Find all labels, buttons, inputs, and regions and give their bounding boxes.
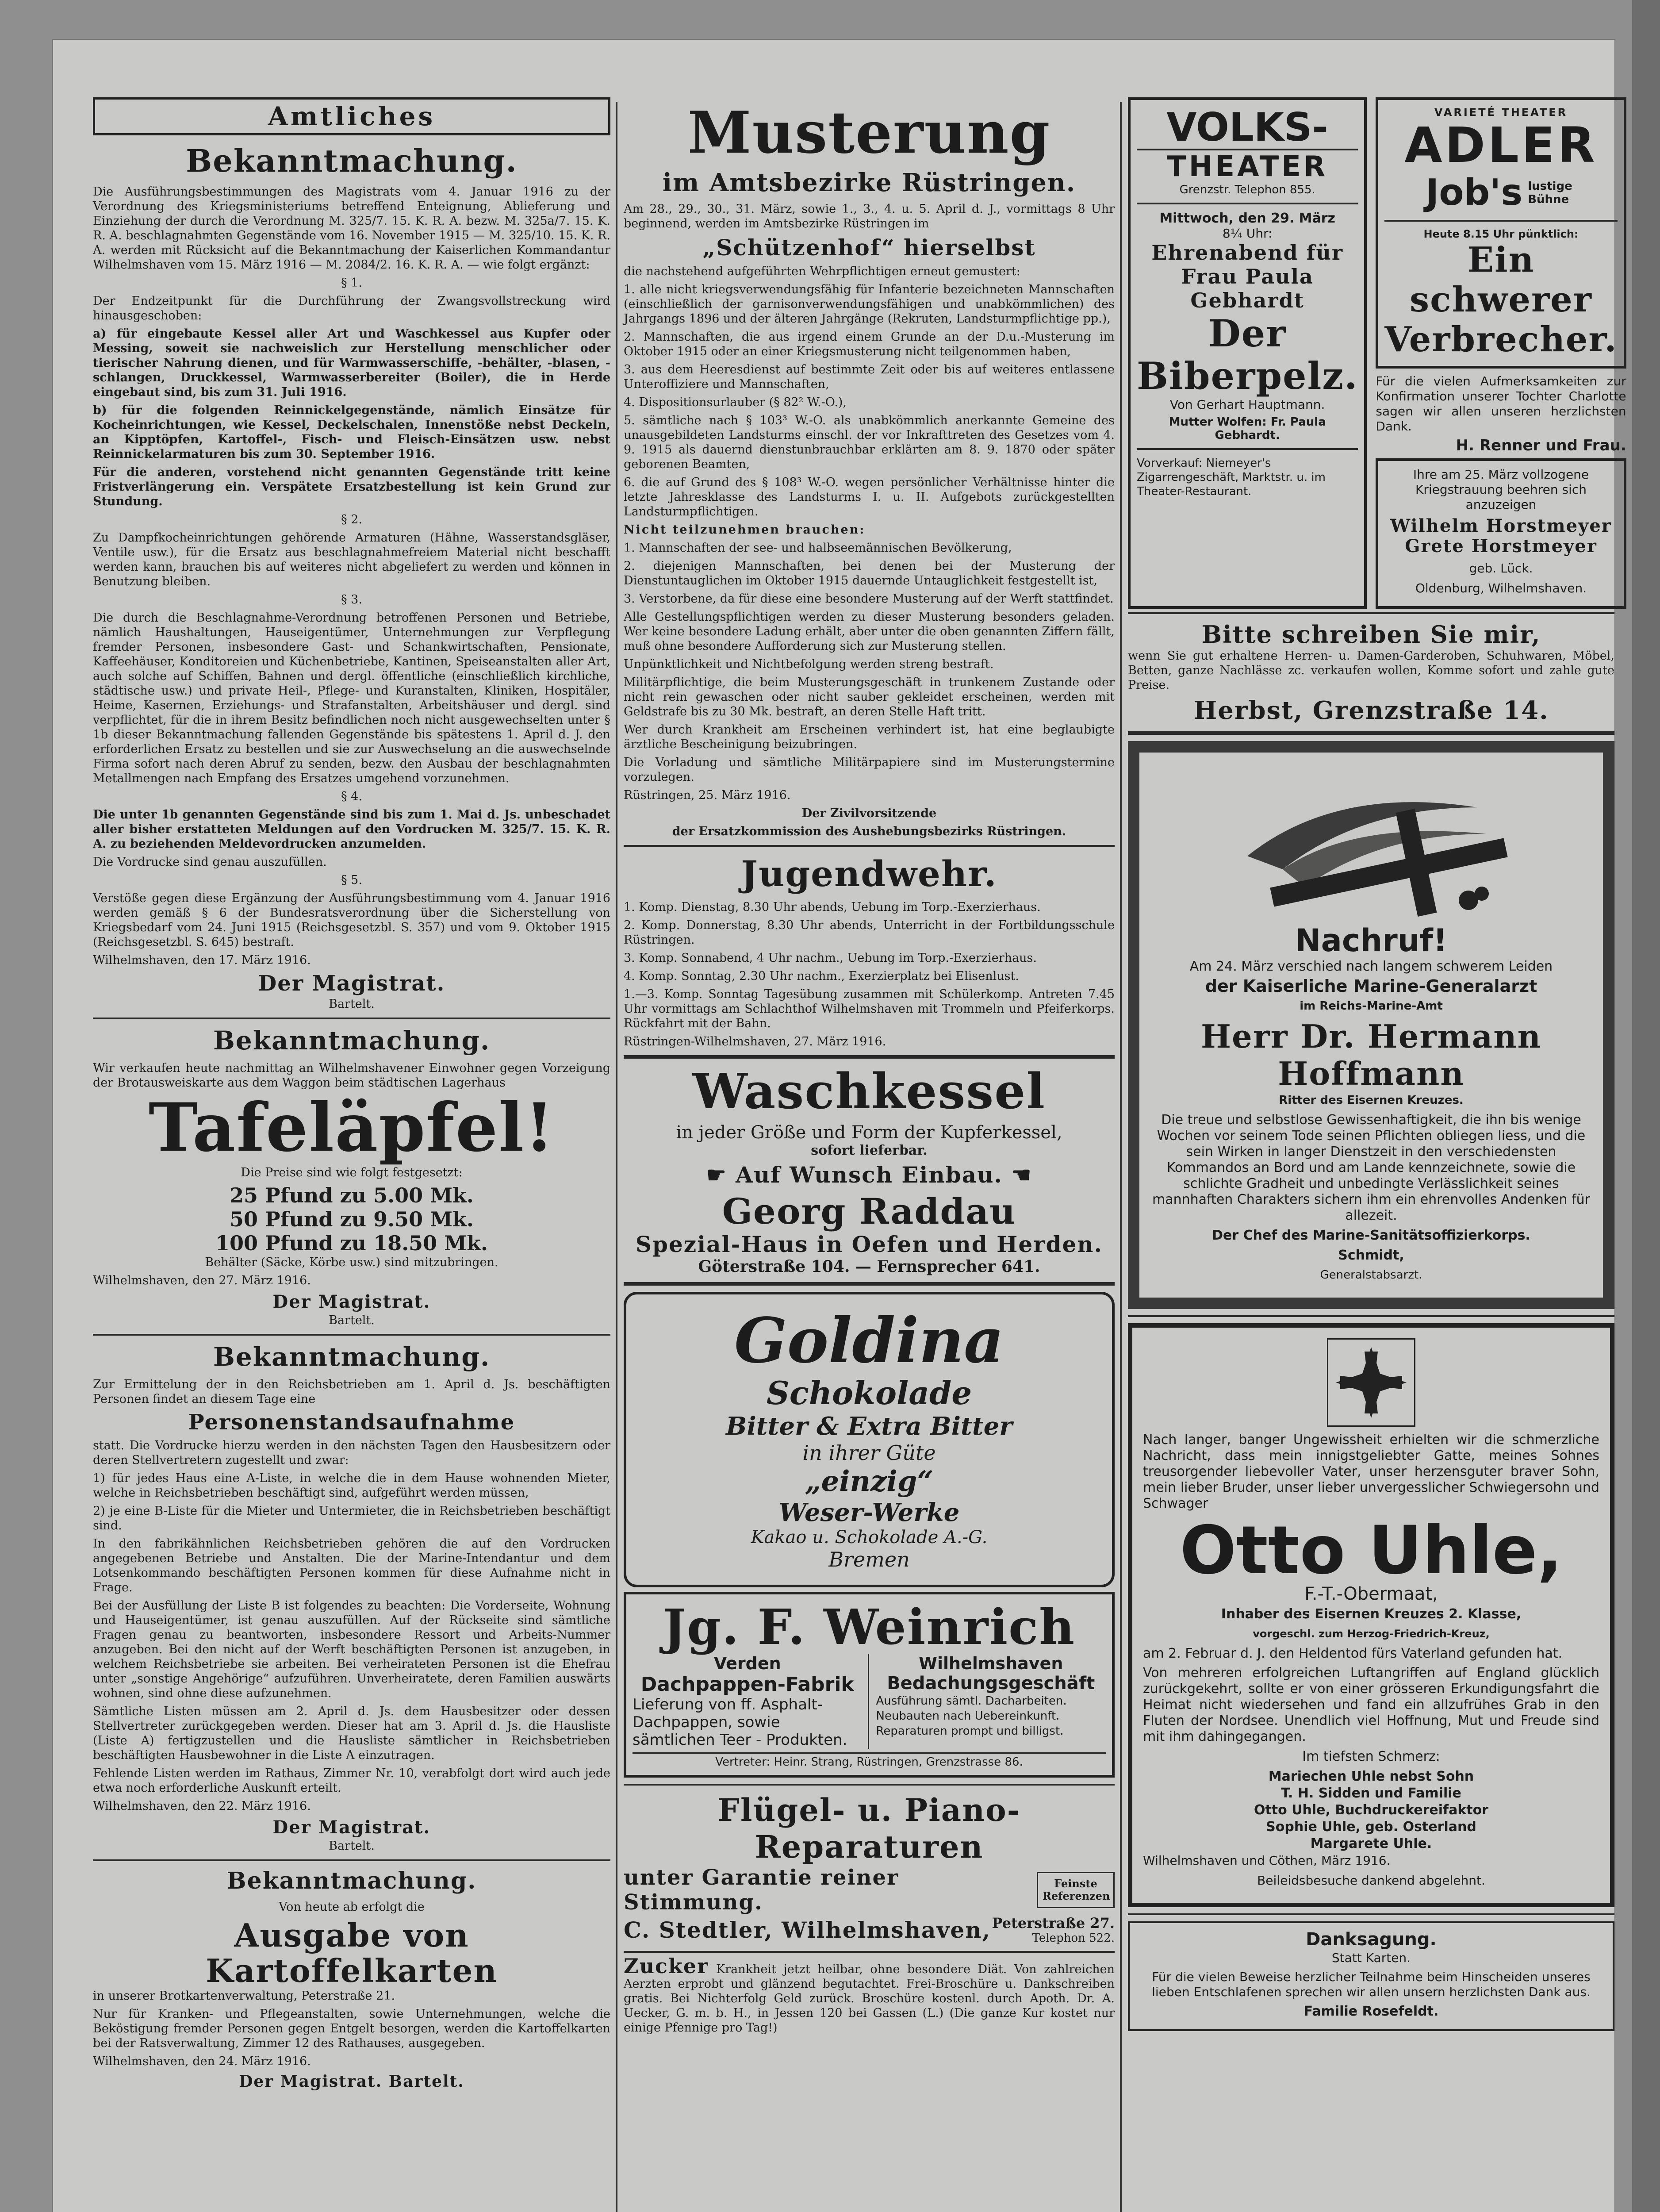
notice-headline: Tafeläpfel!: [148, 1089, 555, 1167]
notice-text: Ihre am 25. März vollzogene Kriegstrauung beehren sich anzuzeigen: [1413, 467, 1589, 512]
notice-text: die nachstehend aufgeführten Wehrpflichtigen erneut gemustert:: [624, 265, 1020, 278]
obituary-place: Wilhelmshaven und Cöthen, März 1916.: [1143, 1853, 1391, 1868]
event-play: Ein schwerer Verbrecher.: [1384, 240, 1618, 360]
event-author: Von Gerhart Hauptmann.: [1169, 397, 1325, 412]
notice-text: Alle Gestellungspflichtigen werden zu dieser Musterung besonders geladen. Wer keine besondere Ladung erhält, aber unter die oben genannten Ziffern fällt, muß ohne besondere Aufforderung sich zur Musterung stellen.: [624, 610, 1115, 653]
divider: [93, 1334, 610, 1336]
list-item: 1. Komp. Dienstag, 8.30 Uhr abends, Uebung im Torp.-Exerzierhaus.: [624, 900, 1041, 914]
price-item: 100 Pfund zu 18.50 Mk.: [215, 1231, 488, 1255]
hand-pointer-icon: ☚: [1002, 1162, 1032, 1188]
obituary-signature: Der Chef des Marine-Sanitätsoffizierkorps.: [1212, 1228, 1530, 1243]
notice-signer: Bartelt.: [329, 1839, 375, 1853]
ad-city: Wilhelmshaven: [919, 1654, 1063, 1673]
obituary-title: Nachruf!: [1295, 922, 1447, 959]
notice-text: Statt Karten.: [1331, 1951, 1411, 1965]
ad-column-right: [1376, 97, 1626, 609]
ad-zucker: [624, 1954, 1115, 2035]
ad-text: unter Garantie reiner Stimmung.: [624, 1865, 899, 1915]
paragraph-number: § 1.: [341, 276, 362, 290]
obituary-text: Von mehreren erfolgreichen Luftangriffen auf England glücklich zurückgekehrt, sollte er von einer grösseren Erkundigungsfahrt die Heimat nicht wiedersehen und fand ein allzufrühes Grab in den Fluten der Nordsee. Unendlich viel Hoffnung, Mut und Freude sind mit ihm dahingegangen.: [1143, 1665, 1599, 1744]
notice-title: Bekanntmachung.: [213, 1025, 491, 1056]
ad-subtitle: VARIETÉ THEATER: [1434, 106, 1568, 119]
ad-address: Peterstraße 27.: [992, 1915, 1115, 1932]
ad-company: Weser-Werke: [778, 1498, 960, 1527]
notice-text: 2) je eine B-Liste für die Mieter und Untermieter, die in Reichsbetrieben beschäftigt sind.: [93, 1504, 610, 1532]
family-member: Otto Uhle, Buchdruckereifaktor: [1254, 1802, 1489, 1818]
notice-signature: Familie Rosefeldt.: [1303, 2004, 1439, 2019]
ad-text: Spezial-Haus in Oefen und Herden.: [635, 1231, 1103, 1257]
notice-headline: Ausgabe von Kartoffelkarten: [206, 1916, 498, 1989]
event-time: 8¼ Uhr:: [1222, 226, 1273, 241]
ad-text: Bremen: [828, 1548, 910, 1571]
price-item: 50 Pfund zu 9.50 Mk.: [230, 1207, 474, 1231]
obituary-signature: Schmidt,: [1338, 1248, 1404, 1263]
family-member: T. H. Sidden und Familie: [1281, 1786, 1461, 1801]
ad-fluegel: [624, 1792, 1115, 1945]
notice-date: Rüstringen-Wilhelmshaven, 27. März 1916.: [624, 1035, 886, 1048]
ad-company: C. Stedtler, Wilhelmshaven,: [624, 1916, 991, 1943]
notice-title: Bekanntmachung.: [186, 142, 518, 179]
family-member: Margarete Uhle.: [1310, 1836, 1432, 1851]
obituary-text: Beileidsbesuche dankend abgelehnt.: [1257, 1873, 1485, 1888]
ad-subtitle: Dachpappen-Fabrik: [640, 1673, 854, 1696]
notice-text: Behälter (Säcke, Körbe usw.) sind mitzubringen.: [205, 1256, 498, 1269]
obituary-text: Die treue und selbstlose Gewissenhaftigkeit, die ihn bis wenige Wochen vor seinem Tode seinen Pflichten obliegen liess, und die sein Wirken in langer Dienstzeit in den verschiedensten Kommandos an Bord und am Lande kennzeichnete, sowie die schlichte Gradheit und unbedingte Verlässlichkeit seines mannhaften Charakters sichern ihm ein ehrenvolles Andenken für allezeit.: [1152, 1112, 1590, 1223]
ad-badge: Feinste Referenzen: [1037, 1872, 1115, 1908]
notice-wedding: [1376, 458, 1626, 609]
notice-text: Zu Dampfkocheinrichtungen gehörende Armaturen (Hähne, Wasserstandsgläser, Ventile usw.), für die Ersatz aus beschlagnahmefreiem Material nicht beschafft werden kann, brauchen bis auf weiteres nicht abgeliefert zu werden und können in Benutzung bleiben.: [93, 531, 610, 588]
notice-signer: Bartelt.: [329, 997, 375, 1011]
list-item: 1.—3. Komp. Sonntag Tagesübung zusammen mit Schülerkomp. Antreten 7.45 Uhr vormittags am Schlachthof Wilhelmshaven mit Trommeln und Pfeiferkorps. Rückfahrt mit der Bahn.: [624, 987, 1115, 1030]
ad-headline: Flügel- u. Piano-Reparaturen: [717, 1792, 1021, 1865]
notice-signature: H. Renner und Frau.: [1456, 437, 1626, 454]
ad-subtitle: lustige Bühne: [1528, 179, 1572, 206]
column-divider: [1120, 102, 1122, 2212]
obituary-rank: F.-T.-Obermaat,: [1304, 1584, 1438, 1604]
divider: [1137, 203, 1358, 204]
notice-jugendwehr: [624, 853, 1115, 1049]
event-cast: Mutter Wolfen: Fr. Paula Gebhardt.: [1169, 415, 1326, 442]
notice-date: Wilhelmshaven, den 22. März 1916.: [93, 1799, 311, 1813]
ad-text: Lieferung von ff. Asphalt-Dachpappen, sowie sämtlichen Teer - Produkten.: [633, 1696, 847, 1749]
hand-pointer-icon: ☛: [706, 1162, 736, 1188]
list-item: 2. diejenigen Mannschaften, bei denen bei der Musterung der Dienstuntauglichen im Oktober 1915 dauernde Untauglichkeit festgestellt ist,: [624, 559, 1115, 588]
column-divider: [616, 102, 617, 2212]
ad-text: wenn Sie gut erhaltene Herren- u. Damen-Garderoben, Schuhwaren, Möbel, Betten, ganze Nachlässe zc. verkaufen wollen, Komme sofort und zahle gute Preise.: [1128, 649, 1614, 692]
divider: [1128, 731, 1614, 735]
notice-text: 1) für jedes Haus eine A-Liste, in welche die in dem Hause wohnenden Mieter, welche in Reichsbetrieben beschäftigt sind, aufgeführt werden müssen,: [93, 1471, 610, 1500]
notice-text: Die Preise sind wie folgt festgesetzt:: [241, 1166, 463, 1179]
notice-text: in unserer Brotkartenverwaltung, Peterstraße 21.: [93, 1989, 395, 2003]
event-date: Mittwoch, den 29. März: [1159, 211, 1336, 226]
family-member: Sophie Uhle, geb. Osterland: [1266, 1819, 1476, 1835]
divider: [1384, 220, 1617, 222]
divider: [1128, 1913, 1614, 1915]
divider: [624, 1055, 1115, 1059]
notice-text: Nur für Kranken- und Pflegeanstalten, sowie Unternehmungen, welche die Beköstigung fremder Personen gegen Entgelt besorgen, werden die Kartoffelkarten bei der Ratsverwaltung, Zimmer 12 des Rathauses, ausgegeben.: [93, 2007, 610, 2050]
notice-text: In den fabrikähnlichen Reichsbetrieben gehören die auf den Vordrucken angegebenen Betriebe und Anstalten. Die der Marine-Intendantur und dem Lotsenkommando beschäftigten Personen kommen für diese Aufnahme nicht in Frage.: [93, 1537, 610, 1594]
section-header: Amtliches: [93, 97, 610, 135]
obituary-hoffmann: [1128, 741, 1614, 1309]
notice-text: statt. Die Vordrucke hierzu werden in den nächsten Tagen den Hausbesitzern oder deren Stellvertretern zugestellt und zwar:: [93, 1439, 610, 1467]
notice-text: Die unter 1b genannten Gegenstände sind bis zum 1. Mai d. Js. unbeschadet aller bisher erstatteten Meldungen auf den Vordrucken M. 325/7. 15. K. R. A. zu beziehenden Meldevordrucken anzumelden.: [93, 808, 610, 851]
notice-text: Sämtliche Listen müssen am 2. April d. Js. dem Hausbesitzer oder dessen Stellvertreter zurückgegeben werden. Dieser hat am 3. April d. Js. die Hausliste (Liste A) fertigzustellen und die Hausliste sämtlicher in Reichsbetrieben beschäftigten Hausbewohner in die Liste A einzutragen.: [93, 1705, 610, 1762]
iron-cross-icon: [1143, 1338, 1599, 1427]
obituary-text: Im tiefsten Schmerz:: [1302, 1749, 1440, 1764]
divider: [93, 1859, 610, 1861]
price-list: [93, 1183, 610, 1255]
notice-signature: Der Magistrat.: [258, 971, 445, 996]
list-item: 2. Mannschaften, die aus irgend einem Grunde an der D.u.-Musterung im Oktober 1915 oder an einer Kriegsmusterung nicht teilgenommen haben,: [624, 330, 1115, 358]
list-item: 6. die auf Grund des § 108³ W.-O. wegen persönlicher Verhältnisse hinter die letzte Jahresklasse des Landsturms I. u. II. Aufgebots zurückgestellten Landsturmpflichtigen.: [624, 476, 1115, 518]
ad-row-theaters: [1128, 97, 1626, 609]
ad-text: Kakao u. Schokolade A.-G.: [751, 1527, 988, 1548]
divider: [93, 1018, 610, 1019]
list-item: 1. alle nicht kriegsverwendungsfähig für Infanterie bezeichneten Mannschaften (einschließlich der garnisonverwendungsfähigen und unabkömmlichen) des Jahrgangs 1896 und der älteren Jahrgänge (Rekruten, Landsturmpflichtige pp.),: [624, 283, 1115, 326]
column-middle: [624, 97, 1115, 2039]
ad-herbst: [1128, 620, 1614, 725]
notice-text: Verstöße gegen diese Ergänzung der Ausführungsbestimmung vom 4. Januar 1916 werden gemäß § 6 der Bundesratsverordnung über die Sicherstellung von Kriegsbedarf vom 24. Juni 1915 (Reichsgesetzbl. S. 357) und vom 9. Oktober 1915 (Reichsgesetzbl. S. 645) bestraft.: [93, 891, 610, 949]
column-official: [93, 97, 610, 2092]
notice-text: Wir verkaufen heute nachmittag an Wilhelmshavener Einwohner gegen Vorzeigung der Brotausweiskarte aus dem Waggon beim städtischen Lagerhaus: [93, 1061, 610, 1090]
list-item: 4. Dispositionsurlauber (§ 82² W.-O.),: [624, 396, 847, 409]
notice-date: Rüstringen, 25. März 1916.: [624, 788, 791, 802]
ad-address: Grenzstr. Telephon 855.: [1179, 183, 1315, 196]
notice-signature: Der Magistrat. Bartelt.: [239, 2072, 464, 2091]
notice-title: Danksagung.: [1306, 1929, 1437, 1950]
ad-text: Krankheit jetzt heilbar, ohne besondere Diät. Von zahlreichen Aerzten erprobt und glänzend begutachtet. Frei-Broschüre u. Dankschreiben gratis. Bei Nichterfolg Geld zurück. Broschüre kostenl. durch Apoth. Dr. A. Uecker, G. m. b. H., in Jessen 120 bei Gassen (L.) (Die ganze Kur kostet nur einige Pfennige pro Tag!): [624, 1962, 1115, 2035]
obituary-rank: der Kaiserliche Marine-Generalarzt: [1205, 976, 1537, 996]
notice-date: Wilhelmshaven, den 27. März 1916.: [93, 1274, 311, 1287]
notice-place: Oldenburg, Wilhelmshaven.: [1415, 581, 1587, 595]
ad-city: Verden: [713, 1654, 781, 1673]
obituary-text: Am 24. März verschied nach langem schwerem Leiden: [1189, 959, 1553, 974]
notice-text: Wer durch Krankheit am Erscheinen verhindert ist, hat eine beglaubigte ärztliche Bescheinigung beizubringen.: [624, 723, 1115, 751]
notice-text: Von heute ab erfolgt die: [279, 1900, 425, 1914]
ad-contact: [992, 1915, 1115, 1945]
ad-brand: Goldina: [734, 1305, 1004, 1377]
obituary-signature: Generalstabsarzt.: [1320, 1268, 1422, 1282]
divider: [624, 845, 1115, 847]
notice-text: Für die anderen, vorstehend nicht genannten Gegenstände tritt keine Fristverlängerung ein. Verspätete Ersatzbestellung ist kein Grund zur Stundung.: [93, 465, 610, 508]
ad-headline: Waschkessel: [693, 1063, 1046, 1120]
list-item: 3. Verstorbene, da für diese eine besondere Musterung auf der Werft stattfindet.: [624, 592, 1114, 606]
paragraph-number: § 5.: [341, 873, 362, 887]
list-item: 2. Komp. Donnerstag, 8.30 Uhr abends, Unterricht in der Fortbildungsschule Rüstringen.: [624, 918, 1115, 947]
event-play: Der Biberpelz.: [1137, 311, 1358, 398]
notice-text: geb. Lück.: [1469, 561, 1533, 576]
ad-row: [624, 1915, 1115, 1945]
ad-title: Job's: [1425, 172, 1523, 214]
ad-company: Georg Raddau: [722, 1190, 1016, 1232]
notice-text: Die Ausführungsbestimmungen des Magistrats vom 4. Januar 1916 zu der Verordnung des Kriegsministeriums betreffend Enteignung, Ablieferung und Einziehung der durch die Verordnung M. 325/7. 15. K. R. A. bezw. M. 325a/7. 15. K. R. A. beschlagnahmten Gegenstände vom 16. November 1915 — M. 325/10. 15. K. R. A. werden mit Rücksicht auf die Bekanntmachung der Kaiserlichen Kommandantur Wilhelmshaven vom 15. März 1916 — M. 2084/2. 16. K. R. A. — wie folgt ergänzt:: [93, 185, 610, 272]
ad-address: Herbst, Grenzstraße 14.: [1193, 696, 1549, 725]
notice-text: Nicht teilzunehmen brauchen:: [624, 523, 866, 537]
obituary-order: Ritter des Eisernen Kreuzes.: [1279, 1094, 1464, 1107]
cross-with-palm-icon: [1150, 763, 1592, 922]
notice-location: „Schützenhof“ hierselbst: [702, 234, 1036, 261]
ad-headline: VOLKS-: [1137, 106, 1358, 150]
ad-company: Jg. F. Weinrich: [663, 1598, 1076, 1655]
notice-text: Der Endzeitpunkt für die Durchführung der Zwangsvollstreckung wird hinausgeschoben:: [93, 294, 610, 323]
ad-text: Bitter & Extra Bitter: [726, 1412, 1012, 1441]
notice-musterung: [624, 99, 1115, 839]
ad-text: in ihrer Güte: [802, 1441, 936, 1465]
ad-waschkessel: [624, 1065, 1115, 1276]
ad-goldina: [624, 1292, 1115, 1587]
divider: [624, 1282, 1115, 1286]
ad-text: „einzig“: [805, 1465, 934, 1498]
notice-text: Die Vordrucke sind genau auszufüllen.: [93, 855, 327, 869]
notice-title: Bekanntmachung.: [226, 1867, 477, 1894]
ad-adler: [1376, 97, 1626, 369]
notice-signer: Bartelt.: [329, 1313, 375, 1327]
notice-thanks-confirmation: [1376, 374, 1626, 454]
notice-danksagung: [1128, 1921, 1614, 2031]
ad-headline: THEATER: [1167, 150, 1328, 183]
page-edge: [1632, 0, 1660, 2212]
divider: [624, 1784, 1115, 1786]
ad-headline: ADLER: [1404, 117, 1598, 173]
ad-text: Vertreter: Heinr. Strang, Rüstringen, Grenzstrasse 86.: [633, 1752, 1106, 1769]
notice-names: Wilhelm Horstmeyer Grete Horstmeyer: [1390, 515, 1612, 557]
notice-apples: [93, 1025, 610, 1328]
ad-row: [624, 1865, 1115, 1915]
ad-text: Schokolade: [766, 1374, 972, 1412]
event-time: Heute 8.15 Uhr pünktlich:: [1423, 228, 1579, 240]
notice-subtitle: im Amtsbezirke Rüstringen.: [662, 168, 1076, 197]
notice-text: Bei der Ausfüllung der Liste B ist folgendes zu beachten: Die Vorderseite, Wohnung und Hauseigentümer, ist genau auszufüllen. Auf der Rückseite sind sämtliche Fragen genau zu beantworten, insbesondere Ressort und Arbeits-Nummer anzugeben. Bei den nicht auf der Werft beschäftigten Personen ist anzugeben, in welchem Reichsbetriebe sie arbeiten. Bei verheirateten Personen ist die Ehefrau unter „sonstige Angehörige“ aufzuführen. Unverheiratete, deren Familien auswärts wohnen, sind ohne diese aufzunehmen.: [93, 1599, 610, 1700]
ad-weinrich: [624, 1592, 1115, 1778]
notice-title: Bekanntmachung.: [213, 1342, 491, 1372]
obituary-name: Herr Dr. Hermann Hoffmann: [1201, 1018, 1541, 1092]
notice-signature: der Ersatzkommission des Aushebungsbezirks Rüstringen.: [672, 825, 1066, 838]
list-item: 3. Komp. Sonnabend, 4 Uhr nachm., Uebung im Torp.-Exerzierhaus.: [624, 951, 1037, 965]
notice-text: Fehlende Listen werden im Rathaus, Zimmer Nr. 10, verabfolgt dort wird auch jede etwa noch erforderliche Auskunft erteilt.: [93, 1767, 610, 1795]
obituary-order: vorgeschl. zum Herzog-Friedrich-Kreuz,: [1253, 1628, 1490, 1640]
ad-address: Göterstraße 104. — Fernsprecher 641.: [698, 1257, 1040, 1276]
notice-text: Zur Ermittelung der in den Reichsbetrieben am 1. April d. Js. beschäftigten Personen findet an diesem Tage eine: [93, 1378, 610, 1406]
divider: [624, 1951, 1115, 1953]
column-ads: [1128, 97, 1626, 2035]
event-title: Ehrenabend für Frau Paula Gebhardt: [1151, 241, 1344, 312]
paragraph-number: § 3.: [341, 593, 362, 607]
ad-columns: [633, 1654, 1106, 1749]
ad-row: [1384, 172, 1617, 214]
notice-headline: Jugendwehr.: [741, 853, 997, 895]
obituary-name: Otto Uhle,: [1180, 1512, 1563, 1589]
list-item: 4. Komp. Sonntag, 2.30 Uhr nachm., Exerzierplatz bei Elisenlust.: [624, 969, 1019, 983]
notice-text: Für die vielen Beweise herzlicher Teilnahme beim Hinscheiden unseres lieben Entschlafenen sprechen wir allen unsern herzlichsten Dank aus.: [1152, 1970, 1591, 1999]
obituary-text: am 2. Februar d. J. den Heldentod fürs Vaterland gefunden hat.: [1143, 1646, 1563, 1661]
iron-cross-icon: [1327, 1338, 1415, 1427]
notice-date: Wilhelmshaven, den 17. März 1916.: [93, 953, 311, 967]
ad-text: in jeder Größe und Form der Kupferkessel,: [676, 1122, 1062, 1143]
ad-headline: Zucker: [624, 1954, 709, 1978]
ad-right: [876, 1654, 1106, 1749]
ad-text: sofort lieferbar.: [811, 1143, 928, 1158]
ad-text: [624, 1162, 1115, 1188]
divider: [1137, 448, 1358, 450]
ad-left: [633, 1654, 869, 1749]
cross-icon: [1203, 768, 1539, 918]
obituary-text: Nach langer, banger Ungewissheit erhielten wir die schmerzliche Nachricht, dass mein innigstgeliebter Gatte, meines Sohnes treusorgender liebevoller Vater, unser herzensguter braver Sohn, mein lieber Bruder, unser lieber unvergesslicher Schwiegersohn und Schwager: [1143, 1432, 1599, 1511]
notice-text: Militärpflichtige, die beim Musterungsgeschäft in trunkenem Zustande oder nicht rein gewaschen oder nicht sauber gekleidet erscheinen, werden mit Geldstrafe bis zu 30 Mk. bestraft, an deren Stelle Haft tritt.: [624, 676, 1115, 718]
list-item: 5. sämtliche nach § 103³ W.-O. als unabkömmlich anerkannte Gemeine des unausgebildeten Landsturms einschl. der vor Inkrafttreten des Gesetzes vom 4. 9. 1915 als dauernd dienstunbrauchbar erklärten am 8. 9. 1870 oder später geborenen Beamten,: [624, 414, 1115, 471]
notice-text: Am 28., 29., 30., 31. März, sowie 1., 3., 4. u. 5. April d. J., vormittags 8 Uhr beginnend, werden im Amtsbezirke Rüstringen im: [624, 202, 1115, 230]
paragraph-number: § 4.: [341, 790, 362, 803]
notice-subtitle: Personenstandsaufnahme: [188, 1410, 515, 1435]
obituary-office: im Reichs-Marine-Amt: [1300, 999, 1443, 1013]
list-item: 1. Mannschaften der see- und halbseemännischen Bevölkerung,: [624, 541, 1012, 555]
ad-subtitle: Bedachungsgeschäft: [887, 1673, 1095, 1694]
obituary-order: Inhaber des Eisernen Kreuzes 2. Klasse,: [1221, 1606, 1522, 1622]
divider: [1128, 612, 1614, 614]
price-item: 25 Pfund zu 5.00 Mk.: [230, 1183, 474, 1207]
ad-phone: Telephon 522.: [1032, 1932, 1115, 1945]
ad-text: Ausführung sämtl. Dacharbeiten. Neubauten nach Uebereinkunft. Reparaturen prompt und billigst.: [876, 1694, 1067, 1738]
notice-signature: Der Magistrat.: [272, 1817, 431, 1838]
event-presale: Vorverkauf: Niemeyer's Zigarrengeschäft, Marktstr. u. im Theater-Restaurant.: [1137, 457, 1326, 498]
ad-headline: Bitte schreiben Sie mir,: [1201, 620, 1541, 649]
divider: [1128, 1315, 1614, 1317]
ad-volkstheater: [1128, 97, 1367, 609]
paragraph-number: § 2.: [341, 513, 362, 526]
notice-potato: [93, 1867, 610, 2091]
notice-text: Für die vielen Aufmerksamkeiten zur Konfirmation unserer Tochter Charlotte sagen wir allen unseren herzlichsten Dank.: [1376, 374, 1626, 434]
notice-kessel: [93, 142, 610, 1011]
obituary-uhle: [1128, 1323, 1614, 1907]
obituary-family: [1143, 1768, 1599, 1852]
family-member: Mariechen Uhle nebst Sohn: [1268, 1769, 1474, 1784]
notice-text: Unpünktlichkeit und Nichtbefolgung werden streng bestraft.: [624, 657, 994, 671]
notice-census: [93, 1342, 610, 1853]
list-item: 3. aus dem Heeresdienst auf bestimmte Zeit oder bis auf weiteres entlassene Unteroffiziere und Mannschaften,: [624, 363, 1115, 391]
notice-text: Die Vorladung und sämtliche Militärpapiere sind im Musterungstermine vorzulegen.: [624, 756, 1115, 784]
notice-item: b) für die folgenden Reinnickelgegenstände, nämlich Einsätze für Kocheinrichtungen, wie Kessel, Deckelschalen, Innenstöße nebst Deckeln, an Kipptöpfen, Kartoffel-, Fisch- und Fleisch-Einsätzen usw. nebst Reinnickelarmaturen bis zum 30. September 1916.: [93, 403, 610, 461]
notice-item: a) für eingebaute Kessel aller Art und Waschkessel aus Kupfer oder Messing, soweit sie nachweislich zur Herstellung menschlicher oder tierischer Nahrung dienen, und für Warmwasserschiffe, -behälter, -blasen, -schlangen, Druckkessel, Warmwasserbereiter (Boiler), die in Herde eingebaut sind, bis zum 31. Juli 1916.: [93, 327, 610, 399]
notice-signature: Der Magistrat.: [272, 1291, 431, 1312]
notice-headline: Musterung: [687, 99, 1051, 166]
notice-text: Die durch die Beschlagnahme-Verordnung betroffenen Personen und Betriebe, nämlich Haushaltungen, Hauseigentümer, Unternehmungen zur Verpflegung fremder Personen, insbesondere Gast- und Schankwirtschaften, Pensionate, Kaffeehäuser, Konditoreien und Küchenbetriebe, Kantinen, Speiseanstalten aller Art, auch solche auf Schiffen, Bahnen und dergl. öffentliche (einschließlich kirchliche, städtische usw.) und private Heil-, Pflege- und Kuranstalten, Kliniken, Hospitäler, Heime, Kasernen, Erziehungs- und Strafanstalten, Arbeitshäuser und dergl. sind verpflichtet, für die in ihrem Besitz befindlichen noch nicht ausgewechselten unter § 1b dieser Bekanntmachung fallenden Gegenstände bis spätestens 1. April d. J. den erforderlichen Ersatz zu bestellen und sie zur Auswechselung an die auswechselnde Firma sofort nach deren Abruf zu senden, bezw. den Ausbau der beschlagnahmten Metallmengen nach Empfang des Ersatzes umgehend vorzunehmen.: [93, 611, 610, 785]
ad-slogan: Auf Wunsch Einbau.: [736, 1162, 1003, 1188]
notice-date: Wilhelmshaven, den 24. März 1916.: [93, 2055, 311, 2068]
notice-signature: Der Zivilvorsitzende: [801, 806, 937, 820]
